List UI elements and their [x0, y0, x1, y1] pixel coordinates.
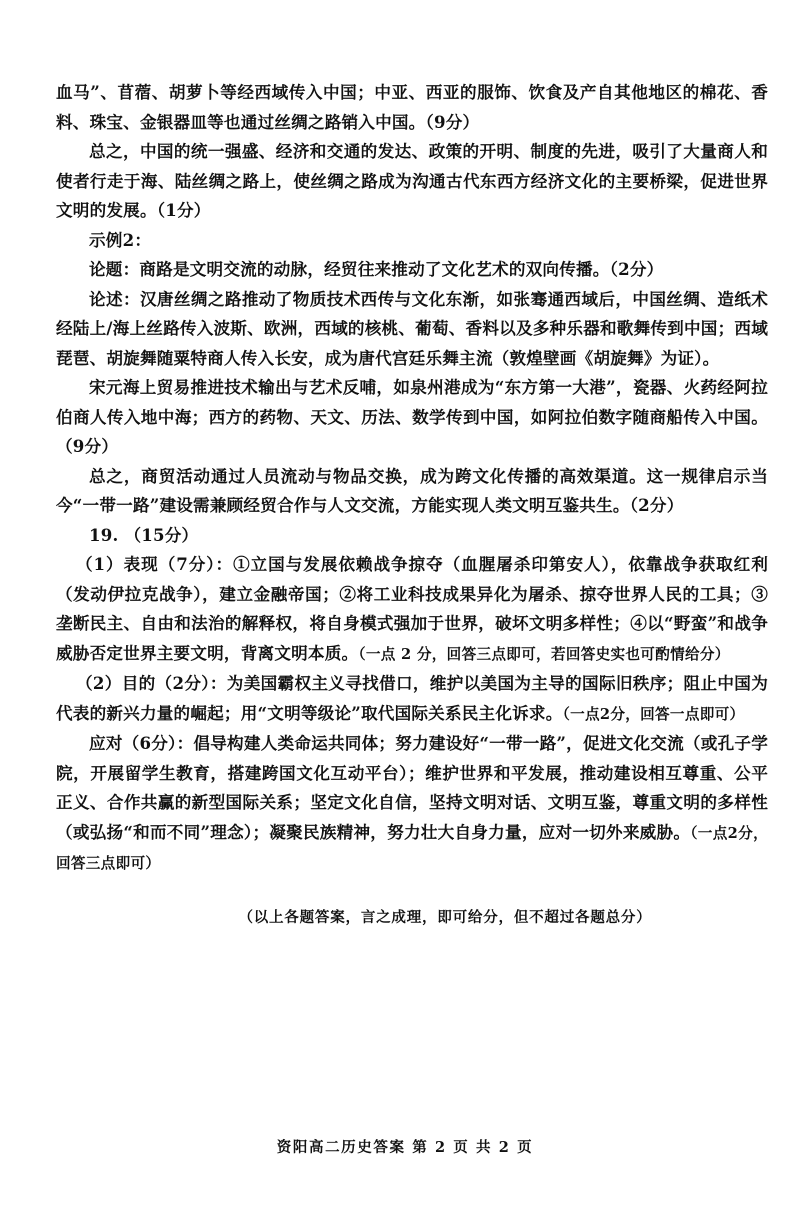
answer-19-part-1 [56, 550, 768, 669]
paragraph-silk-road-imports: 血马”、苜蓿、胡萝卜等经西域传入中国；中亚、西亚的服饰、饮食及产自其他地区的棉花、香料、珠宝、金银器皿等也通过丝绸之路销入中国。（9分） [56, 82, 768, 132]
paragraph-summary-2: 总之，商贸活动通过人员流动与物品交换，成为跨文化传播的高效渠道。这一规律启示当今“一带一路”建设需兼顾经贸合作与人文交流，方能实现人类文明互鉴共生。（2分） [56, 465, 768, 515]
answer-body [56, 78, 768, 879]
answer-19-response-scoring-note: （一点2分，回答三点即可） [56, 824, 769, 872]
answer-19-part-1-text: （1）表现（7分）：①立国与发展依赖战争掠夺（血腥屠杀印第安人），依靠战争获取红利（发动伊拉克战争），建立金融帝国；②将工业科技成果异化为屠杀、掠夺世界人民的工具；③垄断民主、自由和法治的解释权，将自身模式强加于世界，破坏文明多样性；④以“野蛮”和战争威胁否定世界主要文明，背离文明本质。 [56, 554, 768, 663]
page-footer: 资阳高二历史答案 第 2 页 共 2 页 [276, 1139, 534, 1156]
argument-han-tang: 论述：汉唐丝绸之路推动了物质技术西传与文化东渐，如张骞通西域后，中国丝绸、造纸术经陆上/海上丝路传入波斯、欧洲，西域的核桃、葡萄、香料以及多种乐器和歌舞传到中国；西域琵琶、胡旋舞随粟特商人传入长安，成为唐代宫廷乐舞主流（敦煌壁画《胡旋舞》为证）。 [56, 288, 768, 368]
answer-19-response-text: 应对（6分）：倡导构建人类命运共同体；努力建设好“一带一路”，促进文化交流（或孔子学院，开展留学生教育，搭建跨国文化互动平台）；维护世界和平发展，推动建设相互尊重、公平正义、合作共赢的新型国际关系；坚定文化自信，坚持文明对话、文明互鉴，尊重文明的多样性（或弘扬“和而不同”理念）；凝聚民族精神，努力壮大自身力量，应对一切外来威胁。 [56, 733, 768, 842]
answer-19-part-2 [56, 669, 768, 729]
paragraph-summary-1: 总之，中国的统一强盛、经济和交通的发达、政策的开明、制度的先进，吸引了大量商人和使者行走于海、陆丝绸之路上，使丝绸之路成为沟通古代东西方经济文化的主要桥梁，促进世界文明的发展。（1分） [56, 141, 768, 220]
answer-19-part-1-scoring-note: （一点 2 分，回答三点即可，若回答史实也可酌情给分） [358, 645, 730, 663]
answer-19-part-2-text: （2）目的（2分）：为美国霸权主义寻找借口，维护以美国为主导的国际旧秩序；阻止中国为代表的新兴力量的崛起；用“文明等级论”取代国际关系民主化诉求。 [56, 673, 768, 723]
answer-19-part-2-scoring-note: （一点2分，回答一点即可） [562, 705, 745, 723]
question-19-heading: 19. （15分） [89, 524, 199, 545]
thesis-paragraph: 论题：商路是文明交流的动脉，经贸往来推动了文化艺术的双向传播。（2分） [89, 259, 664, 279]
answer-19-response [56, 729, 768, 879]
grading-footnote: （以上各题答案，言之成理，即可给分，但不超过各题总分） [238, 909, 652, 926]
example-2-heading: 示例2： [89, 229, 152, 250]
argument-song-yuan: 宋元海上贸易推进技术输出与艺术反哺，如泉州港成为“东方第一大港”，瓷器、火药经阿拉伯商人传入地中海；西方的药物、天文、历法、数学传到中国，如阿拉伯数字随商船传入中国。（9分） [56, 377, 768, 456]
